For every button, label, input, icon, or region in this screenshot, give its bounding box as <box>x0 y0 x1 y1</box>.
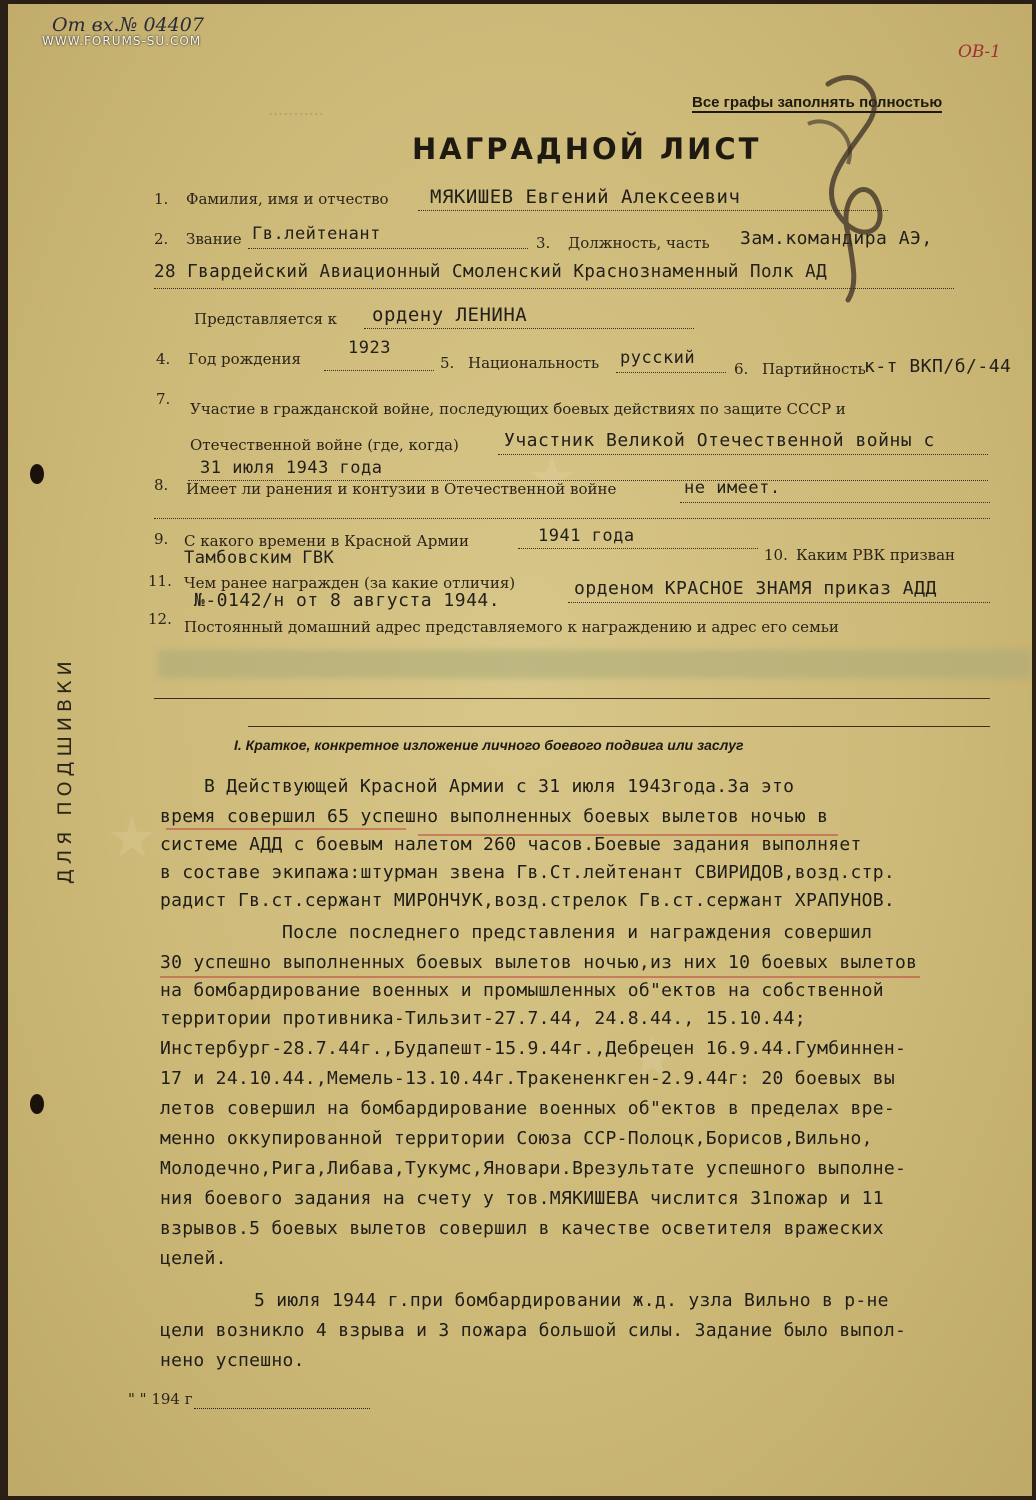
rank-value: Гв.лейтенант <box>252 224 381 244</box>
text-line: в составе экипажа:штурман звена Гв.Ст.лейтенант СВИРИДОВ,возд.стр. <box>160 862 896 883</box>
field-label: Отечественной войне (где, когда) <box>190 436 459 454</box>
text-line: целей. <box>160 1248 227 1269</box>
field-label: Участие в гражданской войне, последующих боевых действиях по защите СССР и <box>190 400 846 418</box>
punch-hole <box>30 1094 44 1114</box>
text-line: системе АДД с боевым налетом 260 часов.Боевые задания выполняет <box>160 834 862 855</box>
birth-year-value: 1923 <box>348 338 391 358</box>
field-number: 1. <box>154 190 169 208</box>
field-label: Постоянный домашний адрес представляемого к награждению и адрес его семьи <box>184 618 839 636</box>
text-line: Молодечно,Рига,Либава,Тукумс,Яновари.Врезультате успешного выполне- <box>160 1158 907 1179</box>
section-heading: I. Краткое, конкретное изложение личного боевого подвига или заслуг <box>234 737 744 753</box>
award-value: ордену ЛЕНИНА <box>372 304 528 326</box>
previous-award-value-2: №-0142/н от 8 августа 1944. <box>194 590 501 611</box>
text-line: менно оккупированной территории Союза ССР-Полоцк,Борисов,Вильно, <box>160 1128 873 1149</box>
field-number: 10. <box>764 546 788 564</box>
war-participation-value: Участник Великой Отечественной войны с <box>504 430 935 451</box>
field-label: Представляется к <box>194 310 338 328</box>
text-line: радист Гв.ст.сержант МИРОНЧУК,возд.стрелок Гв.ст.сержант ХРАПУНОВ. <box>160 890 896 911</box>
position-value: Зам.командира АЭ, <box>740 228 933 249</box>
award-sheet: ........... ★ ★ ★ От вх.№ 04407 WWW.FORUMS-SU.COM ОВ-1 Все графы заполнять полностью НАГРАДНОЙ ЛИСТ 1. Фамилия, имя и отчество МЯКИШЕВ Евгений Алексеевич 2. Звание Гв.лейтенант 3. Должность, часть Зам.командира АЭ, 28 Гвардейский Авиационный Смоленский Краснознаменный Полк АД Представляется к ордену ЛЕНИНА 4. Год рождения 1923 5. Национальность русский 6. Партийность к-т ВКП/б/-44 7. Участие в гражданской войне, последующих боевых действиях по защите СССР и Отечественной войне (где, когда) Участник Великой Отечественной войны с 31 июля 1943 года 8. Имеет ли ранения и контузии в Отечественной войне не имеет. 9. С какого времени в Красной Армии 1941 года Тамбовским ГВК 10. Каким РВК призван 11. Чем ранее награжден (за какие отличия) орденом КРАСНОЕ ЗНАМЯ приказ АДД №-0142/н от 8 августа 1944. 12. Постоянный домашний адрес представляемого к награждению и адрес его семьи ДЛЯ ПОДШИВКИ I. Краткое, конкретное изложение личного боевого подвига или заслуг В Действующей Красной Армии с 31 июля 1943года.За это время совершил 65 успешно выполненных боевых вылетов ночью в системе АДД с боевым налетом 260 часов.Боевые задания выполняет в составе экипажа:штурман звена Гв.Ст.лейтенант СВИРИДОВ,возд.стр. радист Гв.ст.сержант МИРОНЧУК,возд.стрелок Гв.ст.сержант ХРАПУНОВ. После последнего представления и награждения совершил 30 успешно выполненных боевых вылетов ночью,из них 10 боевых вылетов на бомбардирование военных и промышленных об"ектов на собственной территории противника-Тильзит-27.7.44, 24.8.44., 15.10.44; Инстербург-28.7.44г.,Будапешт-15.9.44г.,Дебрецен 16.9.44.Гумбиннен- 17 и 24.10.44.,Мемель-13.10.44г.Тракененкген-2.9.44г: 20 боевых вы летов совершил на бомбардирование военных об"ектов в пределах вре- менно оккупированной территории Союза ССР-Полоцк,Борисов,Вильно, Молодечно,Рига,Либава,Тукумс,Яновари.Врезультате успешного выполне- ния боевого задания на счету у тов.МЯКИШЕВА числится 31пожар и 11 взрывов.5 боевых вылетов совершил в качестве осветителя вражеских целей. 5 июля 1944 г.при бомбардировании ж.д. узла Вильно в р-не цели возникло 4 взрыва и 3 пожара большой силы. Задание было выпол- нено успешно. " " 194 г <box>8 4 1032 1496</box>
previous-award-value: орденом КРАСНОЕ ЗНАМЯ приказ АДД <box>574 578 937 599</box>
pencil-mark-icon <box>798 64 908 304</box>
wounds-value: не имеет. <box>684 478 781 498</box>
field-number: 7. <box>156 390 171 408</box>
field-label: Имеет ли ранения и контузии в Отечественной войне <box>186 480 617 498</box>
watermark-site: WWW.FORUMS-SU.COM <box>42 34 202 48</box>
field-label: Чем ранее награжден (за какие отличия) <box>184 574 516 592</box>
army-since-value: 1941 года <box>538 526 635 546</box>
war-participation-value-2: 31 июля 1943 года <box>200 458 383 478</box>
red-underline <box>418 834 838 836</box>
text-line: После последнего представления и награждения совершил <box>282 922 873 943</box>
nationality-value: русский <box>620 348 696 368</box>
text-line: В Действующей Красной Армии с 31 июля 1943года.За это <box>204 776 795 797</box>
archive-note: От вх.№ 04407 <box>52 14 204 36</box>
text-line: территории противника-Тильзит-27.7.44, 24.8.44., 15.10.44; <box>160 1008 806 1029</box>
text-line: 30 успешно выполненных боевых вылетов ночью,из них 10 боевых вылетов <box>160 952 918 973</box>
field-label: Должность, часть <box>568 234 710 252</box>
unit-value: 28 Гвардейский Авиационный Смоленский Краснознаменный Полк АД <box>154 262 828 282</box>
field-number: 9. <box>154 530 169 548</box>
full-name-value: МЯКИШЕВ Евгений Алексеевич <box>430 186 741 208</box>
text-line: ния боевого задания на счету у тов.МЯКИШЕВА числится 31пожар и 11 <box>160 1188 884 1209</box>
binding-margin-label: ДЛЯ ПОДШИВКИ <box>54 656 76 884</box>
field-label: Фамилия, имя и отчество <box>186 190 389 208</box>
text-line: Инстербург-28.7.44г.,Будапешт-15.9.44г.,Дебрецен 16.9.44.Гумбиннен- <box>160 1038 907 1059</box>
punch-hole <box>30 464 44 484</box>
field-label: С какого времени в Красной Армии <box>184 532 470 550</box>
draft-office-value: Тамбовским ГВК <box>184 548 335 568</box>
field-label: Звание <box>186 230 242 248</box>
field-number: 5. <box>440 354 455 372</box>
field-number: 2. <box>154 230 169 248</box>
party-value: к-т ВКП/б/-44 <box>864 356 1012 377</box>
text-line: 17 и 24.10.44.,Мемель-13.10.44г.Тракененкген-2.9.44г: 20 боевых вы <box>160 1068 896 1089</box>
corner-code: ОВ-1 <box>958 42 1001 62</box>
text-line: на бомбардирование военных и промышленных об"ектов на собственной <box>160 980 884 1001</box>
instruction-note: Все графы заполнять полностью <box>692 94 943 111</box>
field-number: 6. <box>734 360 749 378</box>
text-line: 5 июля 1944 г.при бомбардировании ж.д. узла Вильно в р-не <box>254 1290 889 1311</box>
field-number: 12. <box>148 610 172 628</box>
text-line: нено успешно. <box>160 1350 305 1371</box>
field-number: 8. <box>154 476 169 494</box>
field-label: Национальность <box>468 354 600 372</box>
field-number: 4. <box>156 350 171 368</box>
field-number: 3. <box>536 234 551 252</box>
redacted-address <box>158 650 1030 678</box>
text-line: взрывов.5 боевых вылетов совершил в качестве осветителя вражеских <box>160 1218 884 1239</box>
text-line: время совершил 65 успешно выполненных боевых вылетов ночью в <box>160 806 829 827</box>
red-underline <box>160 976 920 978</box>
field-label: Год рождения <box>188 350 301 368</box>
document-title: НАГРАДНОЙ ЛИСТ <box>412 132 762 166</box>
text-line: летов совершил на бомбардирование военных об"ектов в пределах вре- <box>160 1098 896 1119</box>
footer-date: " " 194 г <box>128 1390 193 1408</box>
field-label: Каким РВК призван <box>796 546 956 564</box>
field-number: 11. <box>148 572 172 590</box>
field-label: Партийность <box>762 360 866 378</box>
text-line: цели возникло 4 взрыва и 3 пожара большой силы. Задание было выпол- <box>160 1320 907 1341</box>
red-underline <box>166 828 406 830</box>
